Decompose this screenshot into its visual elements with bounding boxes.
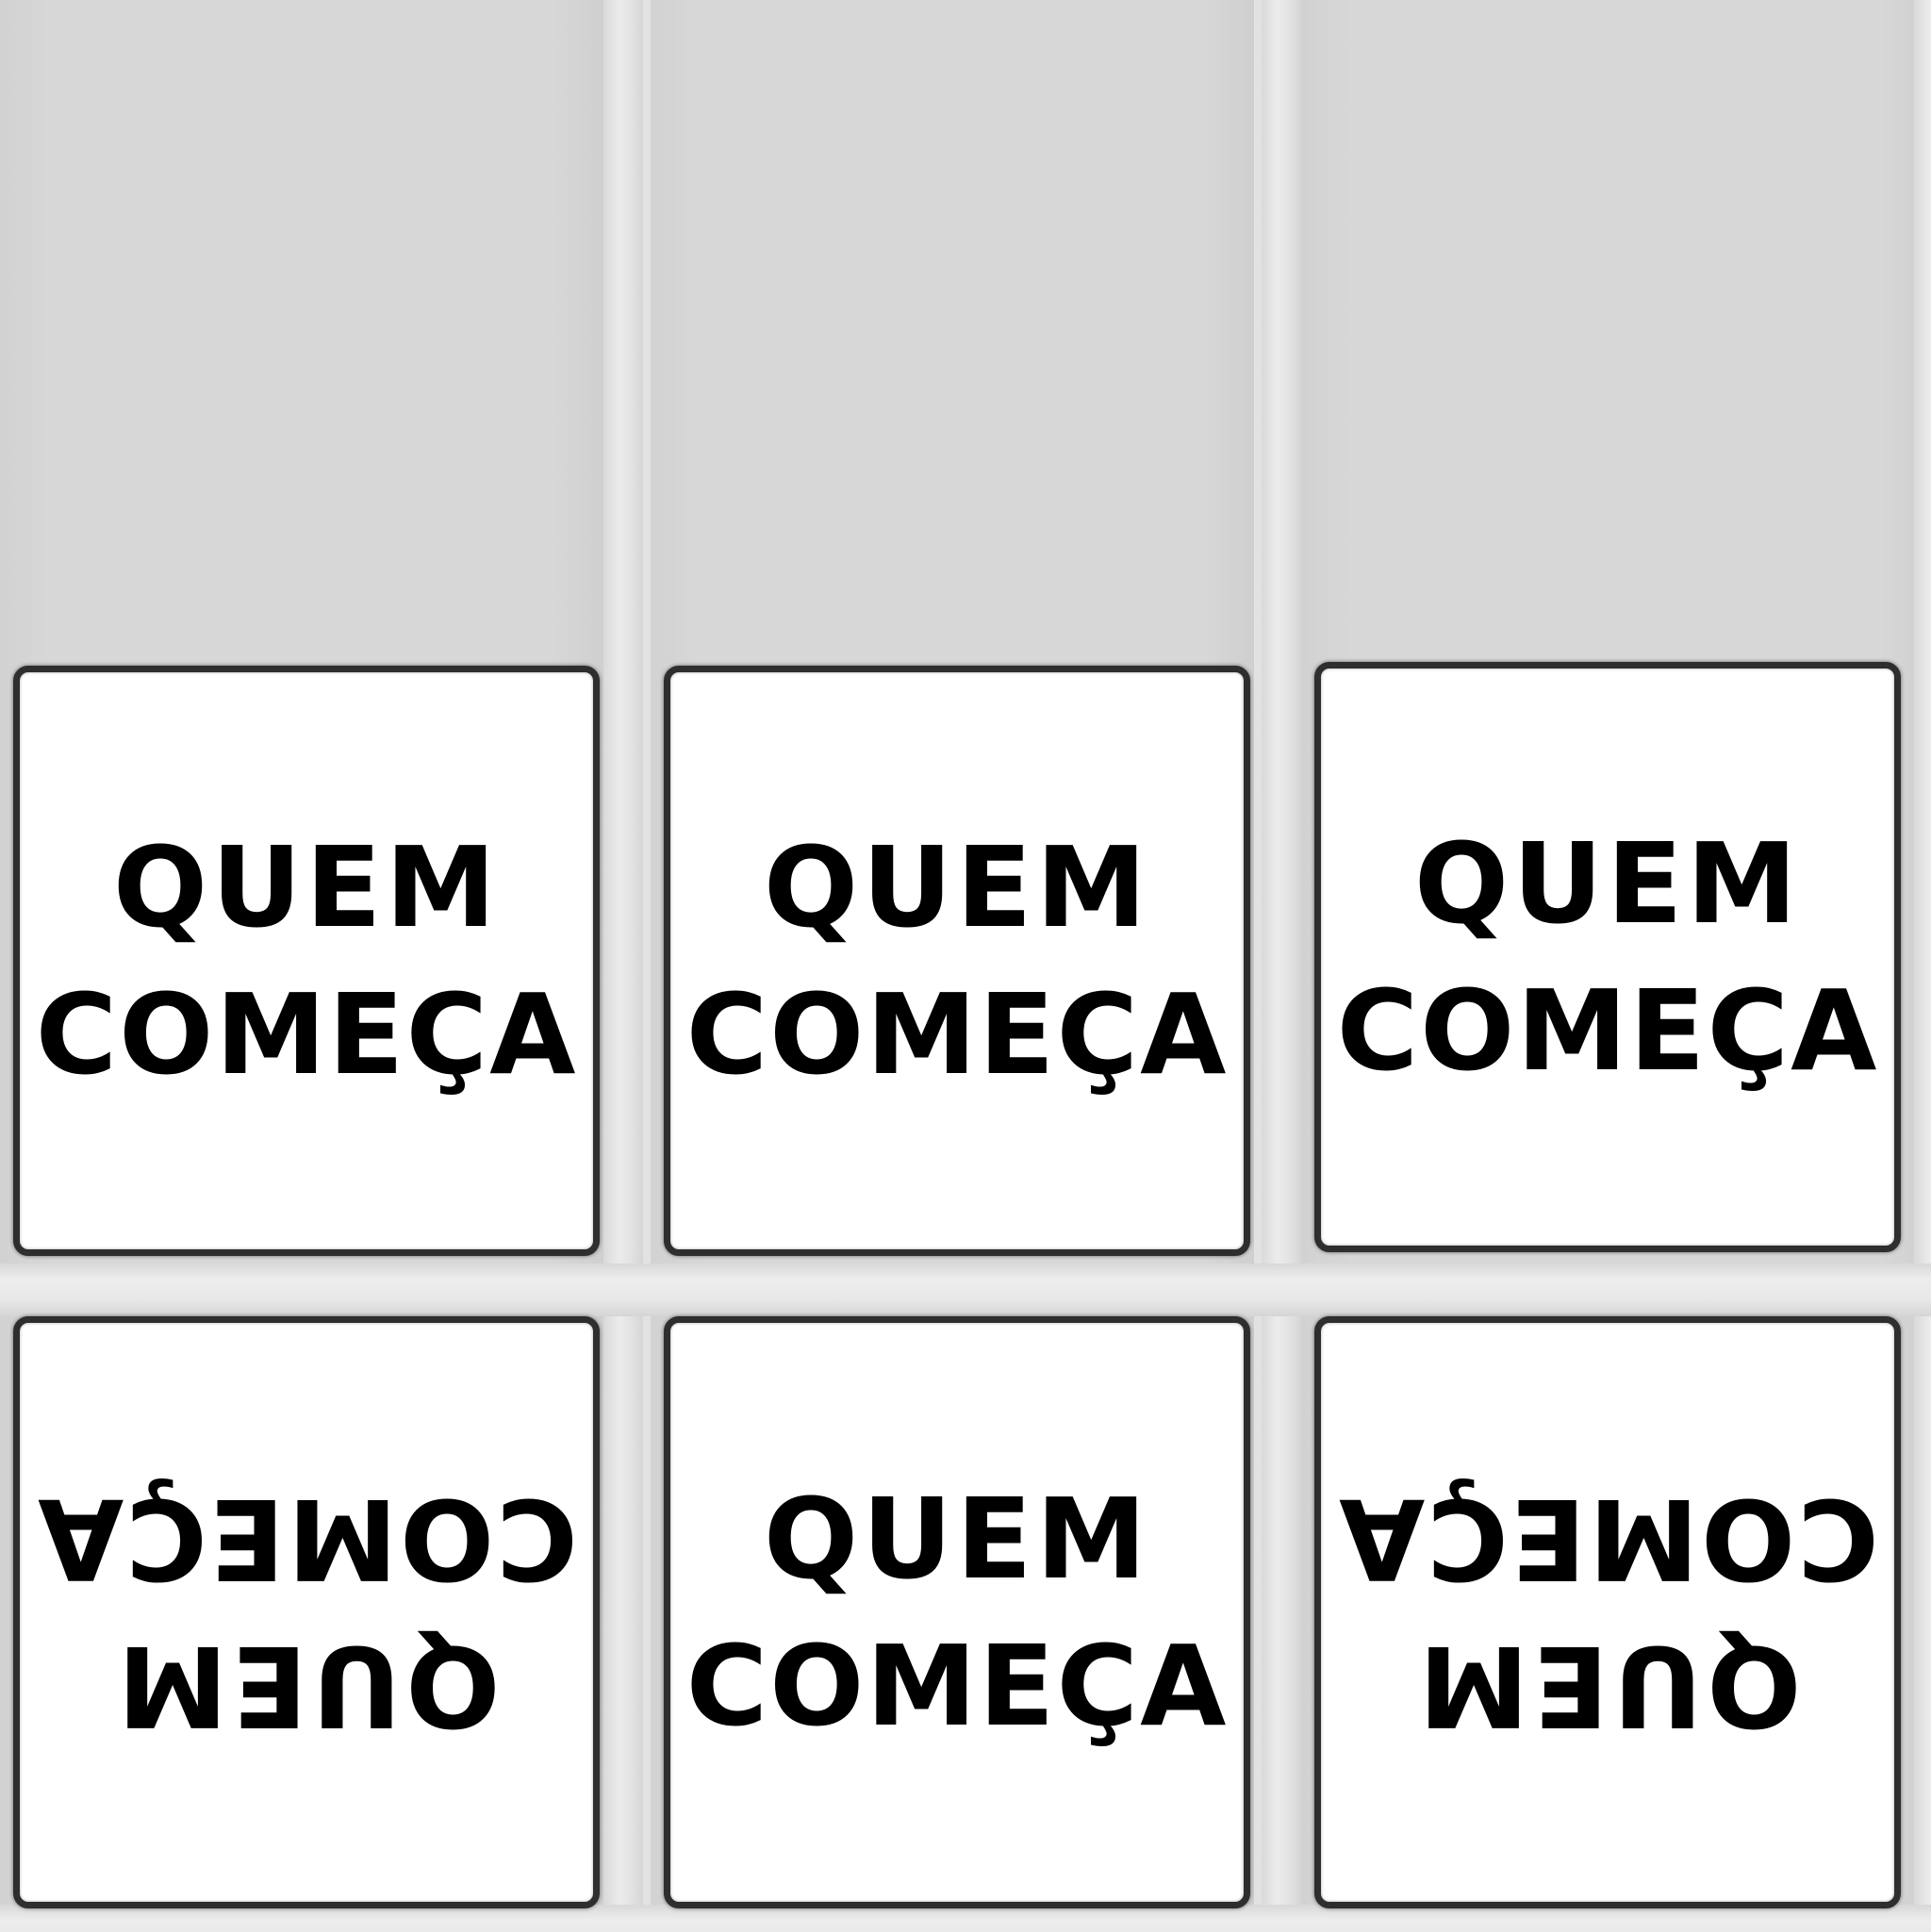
card-label-line1: QUEM [1413, 1621, 1802, 1751]
slot-divider [1914, 0, 1931, 1932]
card-label [1336, 818, 1879, 1096]
card-label [35, 1474, 578, 1751]
row-divider [0, 1263, 1931, 1316]
card-label-line2: COMEÇA [1336, 1474, 1879, 1604]
card-label [685, 822, 1229, 1099]
flip-card[interactable] [664, 666, 1250, 1256]
flip-card[interactable] [13, 1316, 600, 1908]
card-label-line1: QUEM [112, 1621, 501, 1751]
card-label-line1: QUEM [763, 822, 1151, 952]
card-label [35, 822, 578, 1099]
slot-divider [603, 0, 643, 1932]
flip-card[interactable] [664, 1316, 1250, 1908]
card-label-line2: COMEÇA [35, 1474, 578, 1604]
row-divider [0, 1905, 1931, 1932]
card-label-line1: QUEM [763, 1474, 1151, 1604]
card-label-line1: QUEM [1413, 818, 1802, 949]
slot-divider [1262, 0, 1301, 1932]
card-label-line2: COMEÇA [35, 969, 578, 1099]
card-label-line1: QUEM [112, 822, 501, 952]
card-label-line2: COMEÇA [685, 1621, 1229, 1751]
card-label-line2: COMEÇA [1336, 966, 1879, 1096]
card-label [685, 1474, 1229, 1751]
card-label [1336, 1474, 1879, 1751]
flip-card[interactable] [1314, 1316, 1901, 1908]
flip-card[interactable] [1314, 662, 1901, 1252]
flip-card[interactable] [13, 666, 600, 1256]
card-label-line2: COMEÇA [685, 969, 1229, 1099]
